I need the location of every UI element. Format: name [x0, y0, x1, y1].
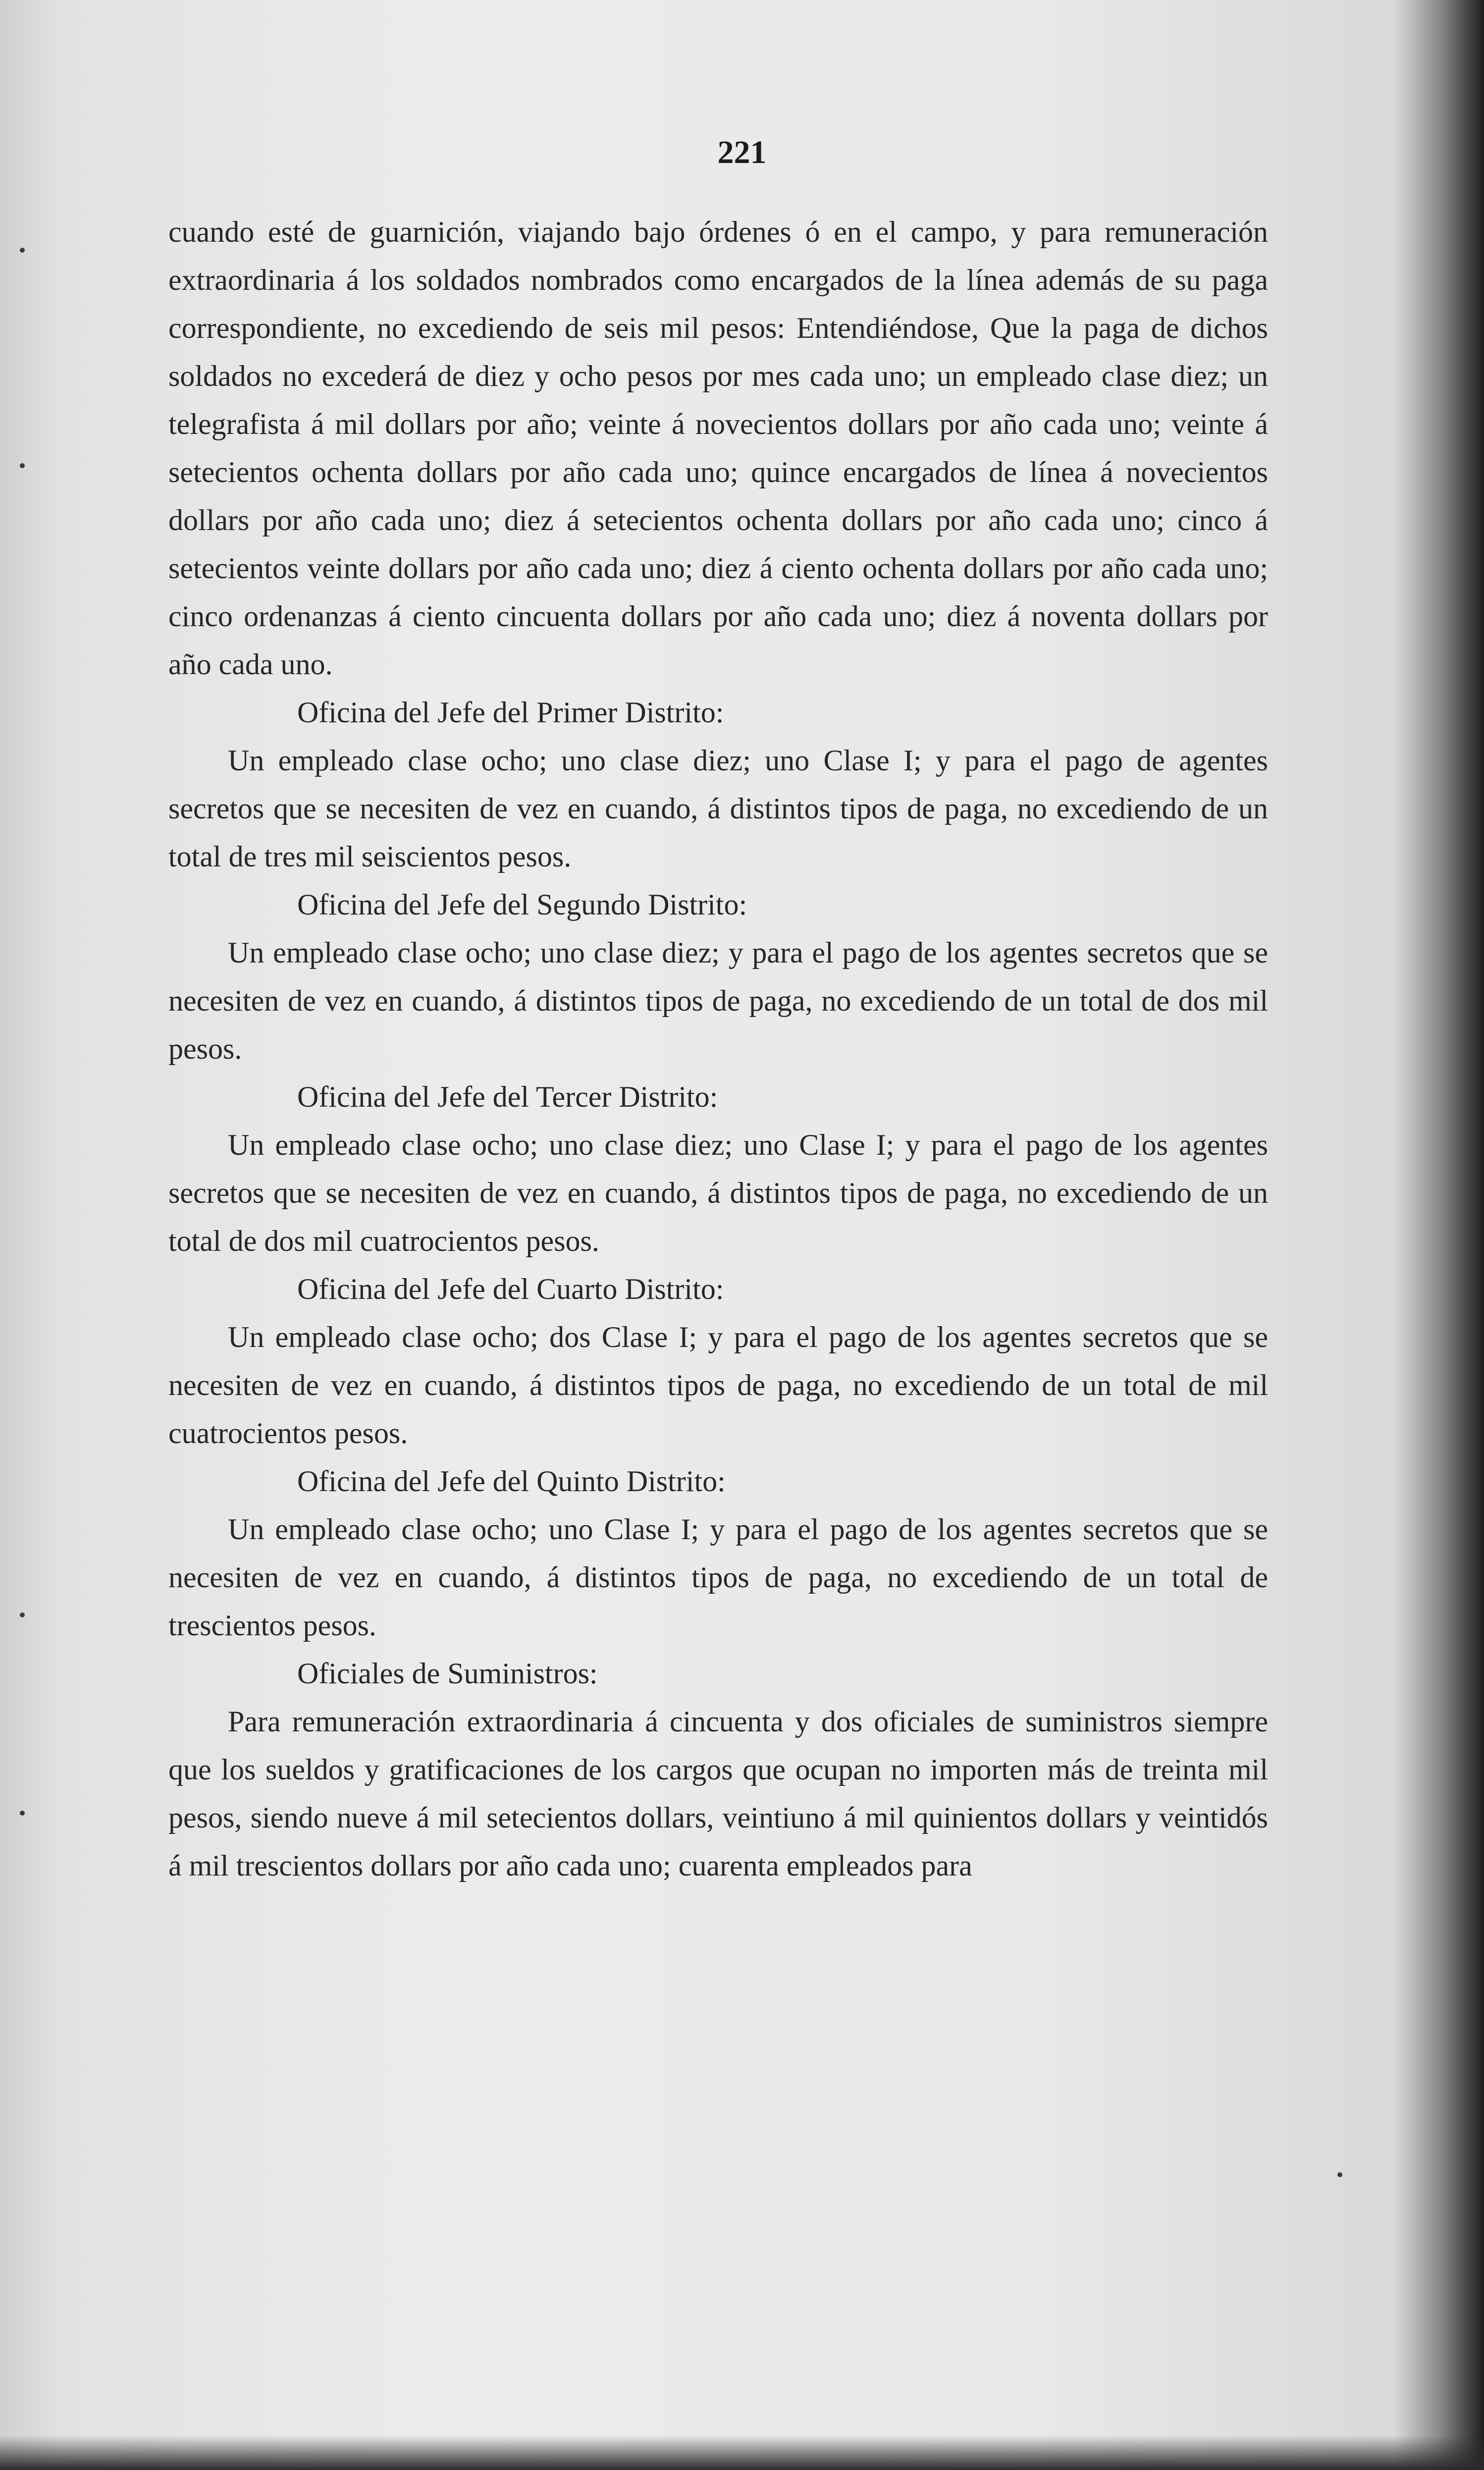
- paragraph-continuation: cuando esté de guarnición, viajando bajo órdenes ó en el campo, y para remuneración extraordinaria á los soldados nombrados como encargados de la línea además de su paga correspondiente, no excediendo de seis mil pesos: Entendiéndose, Que la paga de dichos soldados no excederá de diez y ocho pesos por mes cada uno; un empleado clase diez; un telegrafista á mil dollars por año; veinte á novecientos dollars por año cada uno; veinte á setecientos ochenta dollars por año cada uno; quince encargados de línea á novecientos dollars por año cada uno; diez á setecientos ochenta dollars por año cada uno; cinco á setecientos veinte dollars por año cada uno; diez á ciento ochenta dollars por año cada uno; cinco ordenanzas á ciento cincuenta dollars por año cada uno; diez á noventa dollars por año cada uno.: [168, 215, 1268, 681]
- section-heading: Oficina del Jefe del Primer Distrito:: [297, 696, 724, 729]
- paragraph: Un empleado clase ocho; uno clase diez; y para el pago de los agentes secretos que se necesiten de vez en cuando, á distintos tipos de paga, no excediendo de un total de dos mil pesos.: [168, 936, 1268, 1065]
- page-body: [168, 208, 1268, 1890]
- scan-speck: [1337, 2172, 1342, 2177]
- section-heading: Oficina del Jefe del Cuarto Distrito:: [297, 1273, 724, 1305]
- section-heading: Oficina del Jefe del Quinto Distrito:: [297, 1465, 726, 1498]
- section-heading: Oficina del Jefe del Segundo Distrito:: [297, 888, 747, 921]
- scan-speck: [20, 463, 25, 468]
- paragraph: Para remuneración extraordinaria á cincuenta y dos oficiales de suministros siempre que los sueldos y gratificaciones de los cargos que ocupan no importen más de treinta mil pesos, siendo nueve á mil setecientos dollars, veintiuno á mil quinientos dollars y veintidós á mil trescientos dollars por año cada uno; cuarenta empleados para: [168, 1705, 1268, 1882]
- scan-speck: [20, 1612, 25, 1617]
- paragraph: Un empleado clase ocho; dos Clase I; y para el pago de los agentes secretos que se necesiten de vez en cuando, á distintos tipos de paga, no excediendo de un total de mil cuatrocientos pesos.: [168, 1321, 1268, 1450]
- scan-speck: [20, 248, 25, 253]
- paragraph: Un empleado clase ocho; uno clase diez; uno Clase I; y para el pago de los agentes secretos que se necesiten de vez en cuando, á distintos tipos de paga, no excediendo de un total de dos mil cuatrocientos pesos.: [168, 1128, 1268, 1257]
- paragraph: Un empleado clase ocho; uno Clase I; y para el pago de los agentes secretos que se necesiten de vez en cuando, á distintos tipos de paga, no excediendo de un total de trescientos pesos.: [168, 1513, 1268, 1642]
- page-number: 221: [717, 134, 767, 170]
- section-heading: Oficiales de Suministros:: [297, 1657, 598, 1690]
- scan-speck: [20, 1811, 25, 1816]
- section-heading: Oficina del Jefe del Tercer Distrito:: [297, 1080, 718, 1113]
- paragraph: Un empleado clase ocho; uno clase diez; uno Clase I; y para el pago de agentes secretos que se necesiten de vez en cuando, á distintos tipos de paga, no excediendo de un total de tres mil seiscientos pesos.: [168, 744, 1268, 873]
